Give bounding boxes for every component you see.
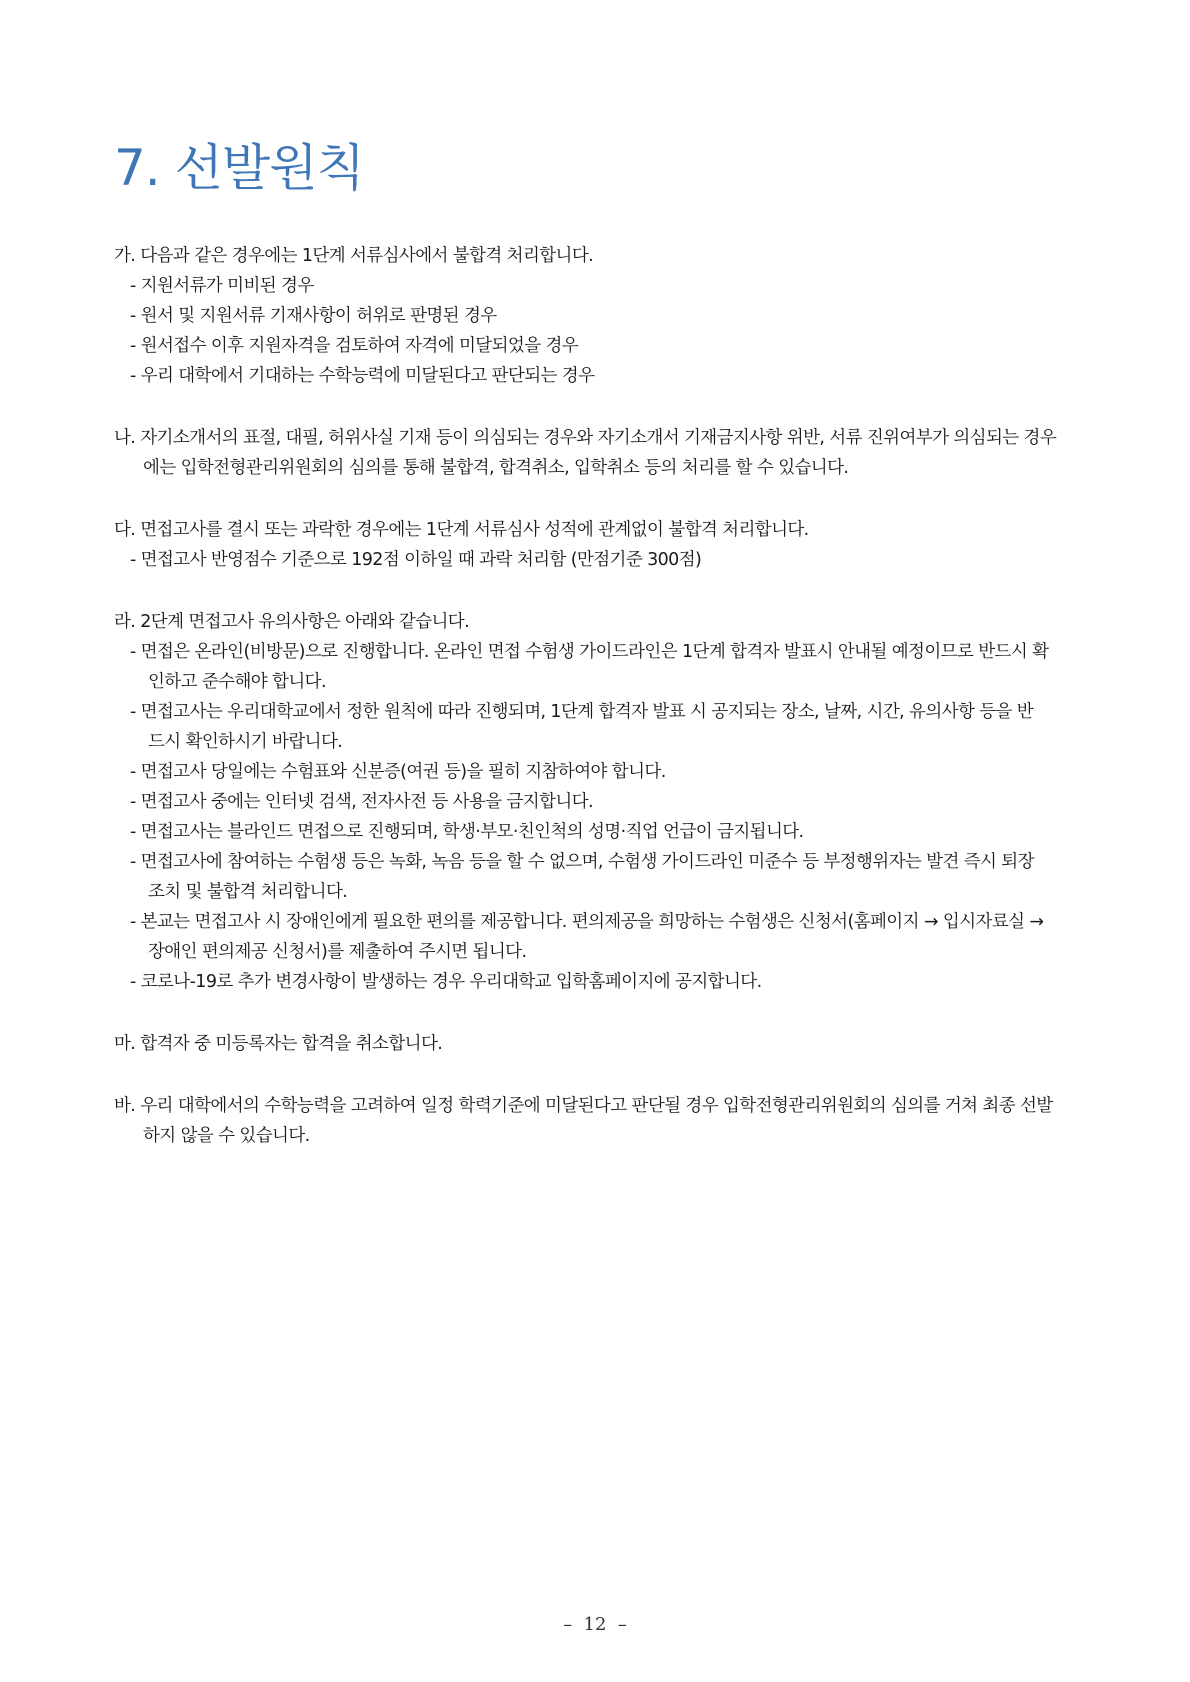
- section-ra: [114, 607, 1084, 997]
- list-item: [114, 637, 1084, 697]
- section-ba-line2: 하지 않을 수 있습니다.: [143, 1126, 310, 1146]
- list-item-line1: - 면접고사에 참여하는 수험생 등은 녹화, 녹음 등을 할 수 없으며, 수험생 가이드라인 미준수 등 부정행위자는 발견 즉시 퇴장: [130, 852, 1034, 872]
- list-item: [114, 787, 1084, 817]
- section-ga: [114, 241, 1084, 391]
- section-ba: [114, 1091, 1084, 1151]
- page-title: 7. 선발원칙: [114, 139, 364, 197]
- list-item: - 우리 대학에서 기대하는 수학능력에 미달된다고 판단되는 경우: [130, 366, 595, 386]
- document-body: [114, 241, 1084, 1183]
- section-na-text: [114, 423, 1084, 483]
- list-item: [114, 817, 1084, 847]
- list-item: [114, 967, 1084, 997]
- section-ga-text: 가. 다음과 같은 경우에는 1단계 서류심사에서 불합격 처리합니다.: [114, 246, 594, 266]
- section-ba-text: [114, 1091, 1084, 1151]
- section-ba-line1: 바. 우리 대학에서의 수학능력을 고려하여 일정 학력기준에 미달된다고 판단될 경우 입학전형관리위원회의 심의를 거쳐 최종 선발: [114, 1096, 1053, 1116]
- page-number: – 12 –: [563, 1614, 627, 1635]
- list-item-line1: - 면접고사는 블라인드 면접으로 진행되며, 학생·부모·친인척의 성명·직업 언급이 금지됩니다.: [130, 822, 804, 842]
- section-da: [114, 515, 1084, 575]
- list-item: [114, 907, 1084, 967]
- section-ra-text: 라. 2단계 면접고사 유의사항은 아래와 같습니다.: [114, 612, 470, 632]
- list-item-line1: - 본교는 면접고사 시 장애인에게 필요한 편의를 제공합니다. 편의제공을 희망하는 수험생은 신청서(홈페이지 → 입시자료실 →: [130, 912, 1044, 932]
- list-item: [114, 847, 1084, 907]
- list-item: - 면접고사 반영점수 기준으로 192점 이하일 때 과락 처리함 (만점기준 300점): [130, 550, 702, 570]
- list-item: [114, 757, 1084, 787]
- list-item-line1: - 면접고사 중에는 인터넷 검색, 전자사전 등 사용을 금지합니다.: [130, 792, 593, 812]
- list-item-line2: 장애인 편의제공 신청서)를 제출하여 주시면 됩니다.: [148, 942, 527, 962]
- section-ma: [114, 1029, 1084, 1059]
- list-item-line2: 조치 및 불합격 처리합니다.: [148, 882, 348, 902]
- list-item-line2: 드시 확인하시기 바랍니다.: [148, 732, 343, 752]
- section-ma-text: 마. 합격자 중 미등록자는 합격을 취소합니다.: [114, 1034, 443, 1054]
- section-da-text: 다. 면접고사를 결시 또는 과락한 경우에는 1단계 서류심사 성적에 관계없이 불합격 처리합니다.: [114, 520, 809, 540]
- list-item-line1: - 면접고사 당일에는 수험표와 신분증(여권 등)을 필히 지참하여야 합니다.: [130, 762, 666, 782]
- list-item: [114, 697, 1084, 757]
- list-item: - 지원서류가 미비된 경우: [130, 276, 314, 296]
- list-item: - 원서 및 지원서류 기재사항이 허위로 판명된 경우: [130, 306, 497, 326]
- list-item-line2: 인하고 준수해야 합니다.: [148, 672, 326, 692]
- section-na: [114, 423, 1084, 483]
- list-item-line1: - 면접고사는 우리대학교에서 정한 원칙에 따라 진행되며, 1단계 합격자 발표 시 공지되는 장소, 날짜, 시간, 유의사항 등을 반: [130, 702, 1034, 722]
- list-item-line1: - 면접은 온라인(비방문)으로 진행합니다. 온라인 면접 수험생 가이드라인은 1단계 합격자 발표시 안내될 예정이므로 반드시 확: [130, 642, 1049, 662]
- list-item-line1: - 코로나-19로 추가 변경사항이 발생하는 경우 우리대학교 입학홈페이지에 공지합니다.: [130, 972, 762, 992]
- section-na-line1: 나. 자기소개서의 표절, 대필, 허위사실 기재 등이 의심되는 경우와 자기소개서 기재금지사항 위반, 서류 진위여부가 의심되는 경우: [114, 428, 1057, 448]
- list-item: - 원서접수 이후 지원자격을 검토하여 자격에 미달되었을 경우: [130, 336, 579, 356]
- section-na-line2: 에는 입학전형관리위원회의 심의를 통해 불합격, 합격취소, 입학취소 등의 처리를 할 수 있습니다.: [143, 458, 849, 478]
